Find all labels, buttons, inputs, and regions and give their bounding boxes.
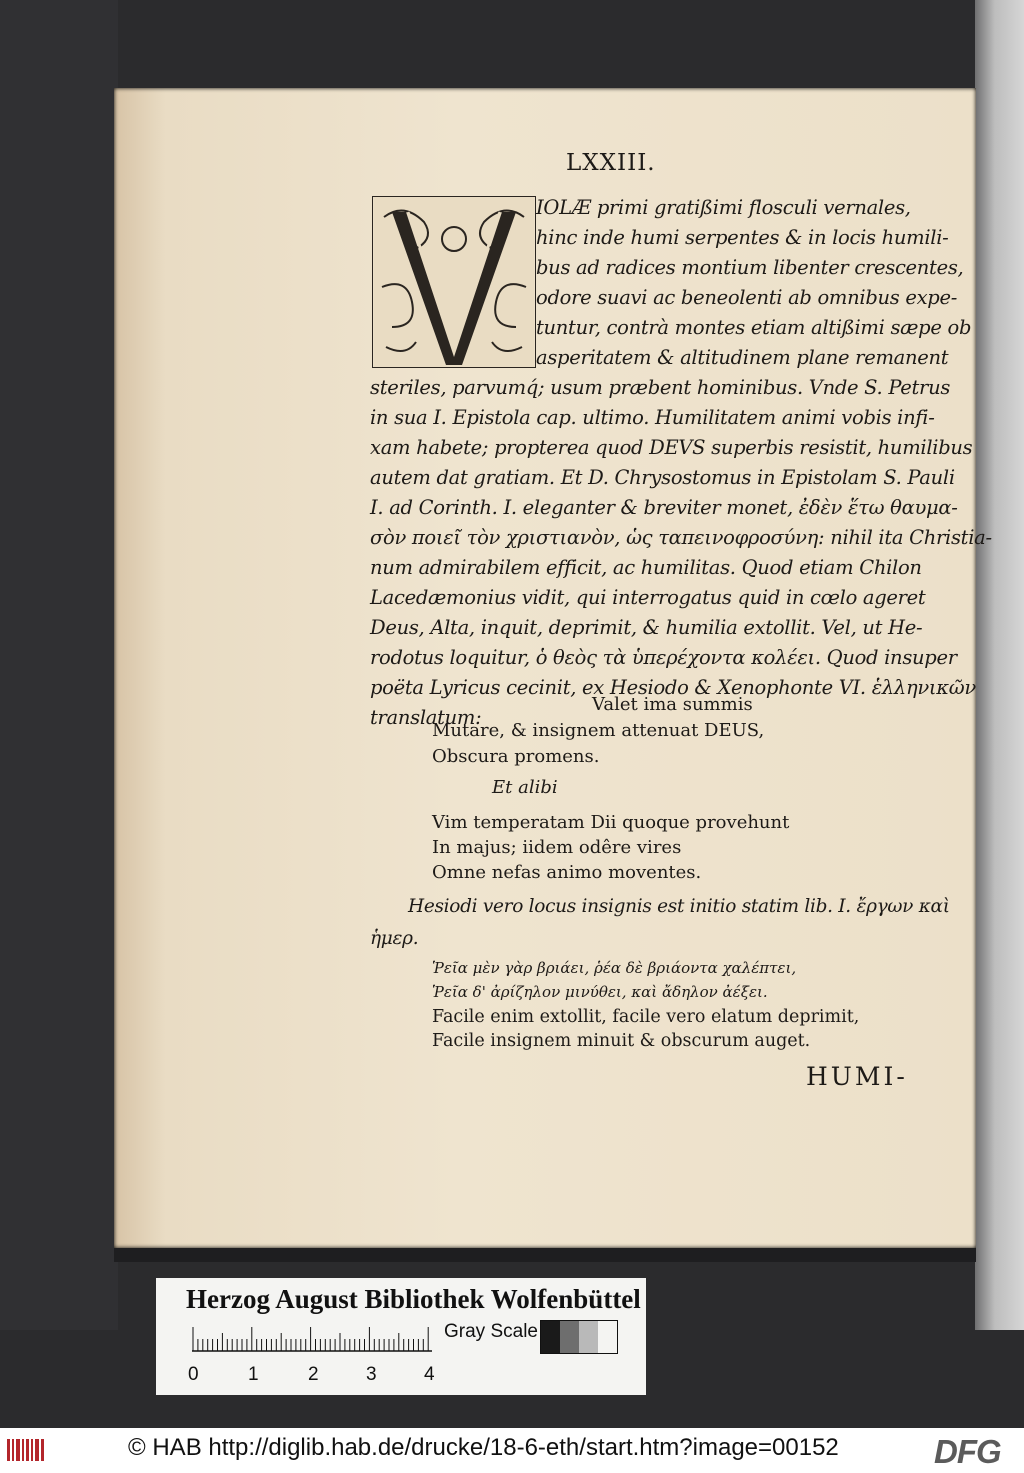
gray-scale-label: Gray Scale: [444, 1321, 538, 1342]
hesiod-line: Hesiodi vero locus insignis est initio statim lib. I. ἔργων καὶ: [408, 896, 950, 917]
greek-verse-line: Ῥεῖα μὲν γὰρ βριάει, ῥέα δὲ βριάοντα χαλέπτει,: [432, 959, 797, 977]
gray-swatch: [541, 1321, 560, 1353]
copyright-link[interactable]: © HAB http://diglib.hab.de/drucke/18-6-eth/start.htm?image=00152: [128, 1434, 839, 1461]
body-line: σὸν ποιεῖ τὸν χριστιανὸν, ὡς ταπεινοφροσύνη: nihil ita Christia-: [370, 526, 992, 549]
catchword: HUMI-: [806, 1062, 908, 1091]
body-line: steriles, parvumq́; usum præbent hominibus. Vnde S. Petrus: [370, 376, 951, 399]
greek-verse-line: Ῥεῖα δ' ἀρίζηλον μινύθει, καὶ ἄδηλον ἀέξει.: [432, 983, 768, 1001]
body-line: translatum:: [370, 706, 482, 729]
ruler-number: 2: [308, 1364, 319, 1385]
gray-swatch: [579, 1321, 598, 1353]
verse-line: In majus; iidem odêre vires: [432, 837, 682, 858]
verse-line: Mutare, & insignem attenuat DEUS,: [432, 720, 765, 741]
hesiod-line: ἡμερ.: [370, 928, 419, 949]
ruler-number: 4: [424, 1364, 435, 1385]
body-line: autem dat gratiam. Et D. Chrysostomus in Epistolam S. Pauli: [370, 466, 955, 489]
decorated-initial-v: [372, 196, 536, 368]
verse-line: Valet ima summis: [592, 694, 753, 715]
body-line: IOLÆ primi gratißimi flosculi vernales,: [536, 196, 911, 219]
dfg-logo: DFG: [934, 1433, 1001, 1470]
et-alibi: Et alibi: [492, 777, 558, 798]
body-line: tuntur, contrà montes etiam altißimi sæpe ob: [536, 316, 972, 339]
ruler-number: 0: [188, 1364, 199, 1385]
gray-swatch: [598, 1321, 617, 1353]
body-line: num admirabilem efficit, ac humilitas. Quod etiam Chilon: [370, 556, 922, 579]
body-line: Lacedæmonius vidit, qui interrogatus quid in cœlo ageret: [370, 586, 926, 609]
scanner-backdrop-right: [975, 0, 1024, 1330]
ruler-number: 3: [366, 1364, 377, 1385]
verse-line: Omne nefas animo moventes.: [432, 862, 702, 883]
library-name: Herzog August Bibliothek Wolfenbüttel: [186, 1284, 641, 1314]
body-line: in sua I. Epistola cap. ultimo. Humilitatem animi vobis infi-: [370, 406, 935, 429]
page-shadow: [114, 1248, 976, 1262]
latin-verse-line: Facile enim extollit, facile vero elatum deprimit,: [432, 1007, 860, 1027]
gray-scale-swatches: [540, 1320, 618, 1354]
body-line: hinc inde humi serpentes & in locis humili-: [536, 226, 949, 249]
body-line: Deus, Alta, inquit, deprimit, & humilia extollit. Vel, ut He-: [370, 616, 923, 639]
body-line: bus ad radices montium libenter crescentes,: [536, 256, 964, 279]
barcode-icon: [6, 1437, 46, 1463]
body-line: poëta Lyricus cecinit, ex Hesiodo & Xenophonte VI. ἑλληνικῶν: [370, 676, 976, 699]
body-line: xam habete; propterea quod DEVS superbis resistit, humilibus: [370, 436, 973, 459]
verse-line: Vim temperatam Dii quoque provehunt: [432, 812, 790, 833]
body-line: I. ad Corinth. I. eleganter & breviter monet, ἐδὲν ἕτω θαυμα-: [370, 496, 958, 519]
latin-verse-line: Facile insignem minuit & obscurum auget.: [432, 1031, 811, 1051]
page-number: LXXIII.: [566, 150, 656, 176]
ruler-number: 1: [248, 1364, 259, 1385]
verse-line: Obscura promens.: [432, 746, 600, 767]
scanner-backdrop-left: [0, 0, 118, 1330]
gray-swatch: [560, 1321, 579, 1353]
body-line: rodotus loquitur, ὁ θεὸς τὰ ὑπερέχοντα κολέει. Quod insuper: [370, 646, 957, 669]
ruler-scale: [192, 1326, 432, 1352]
body-line: odore suavi ac beneolenti ab omnibus expe-: [536, 286, 958, 309]
ornament-icon: [373, 197, 535, 367]
body-line: asperitatem & altitudinem plane remanent: [536, 346, 949, 369]
